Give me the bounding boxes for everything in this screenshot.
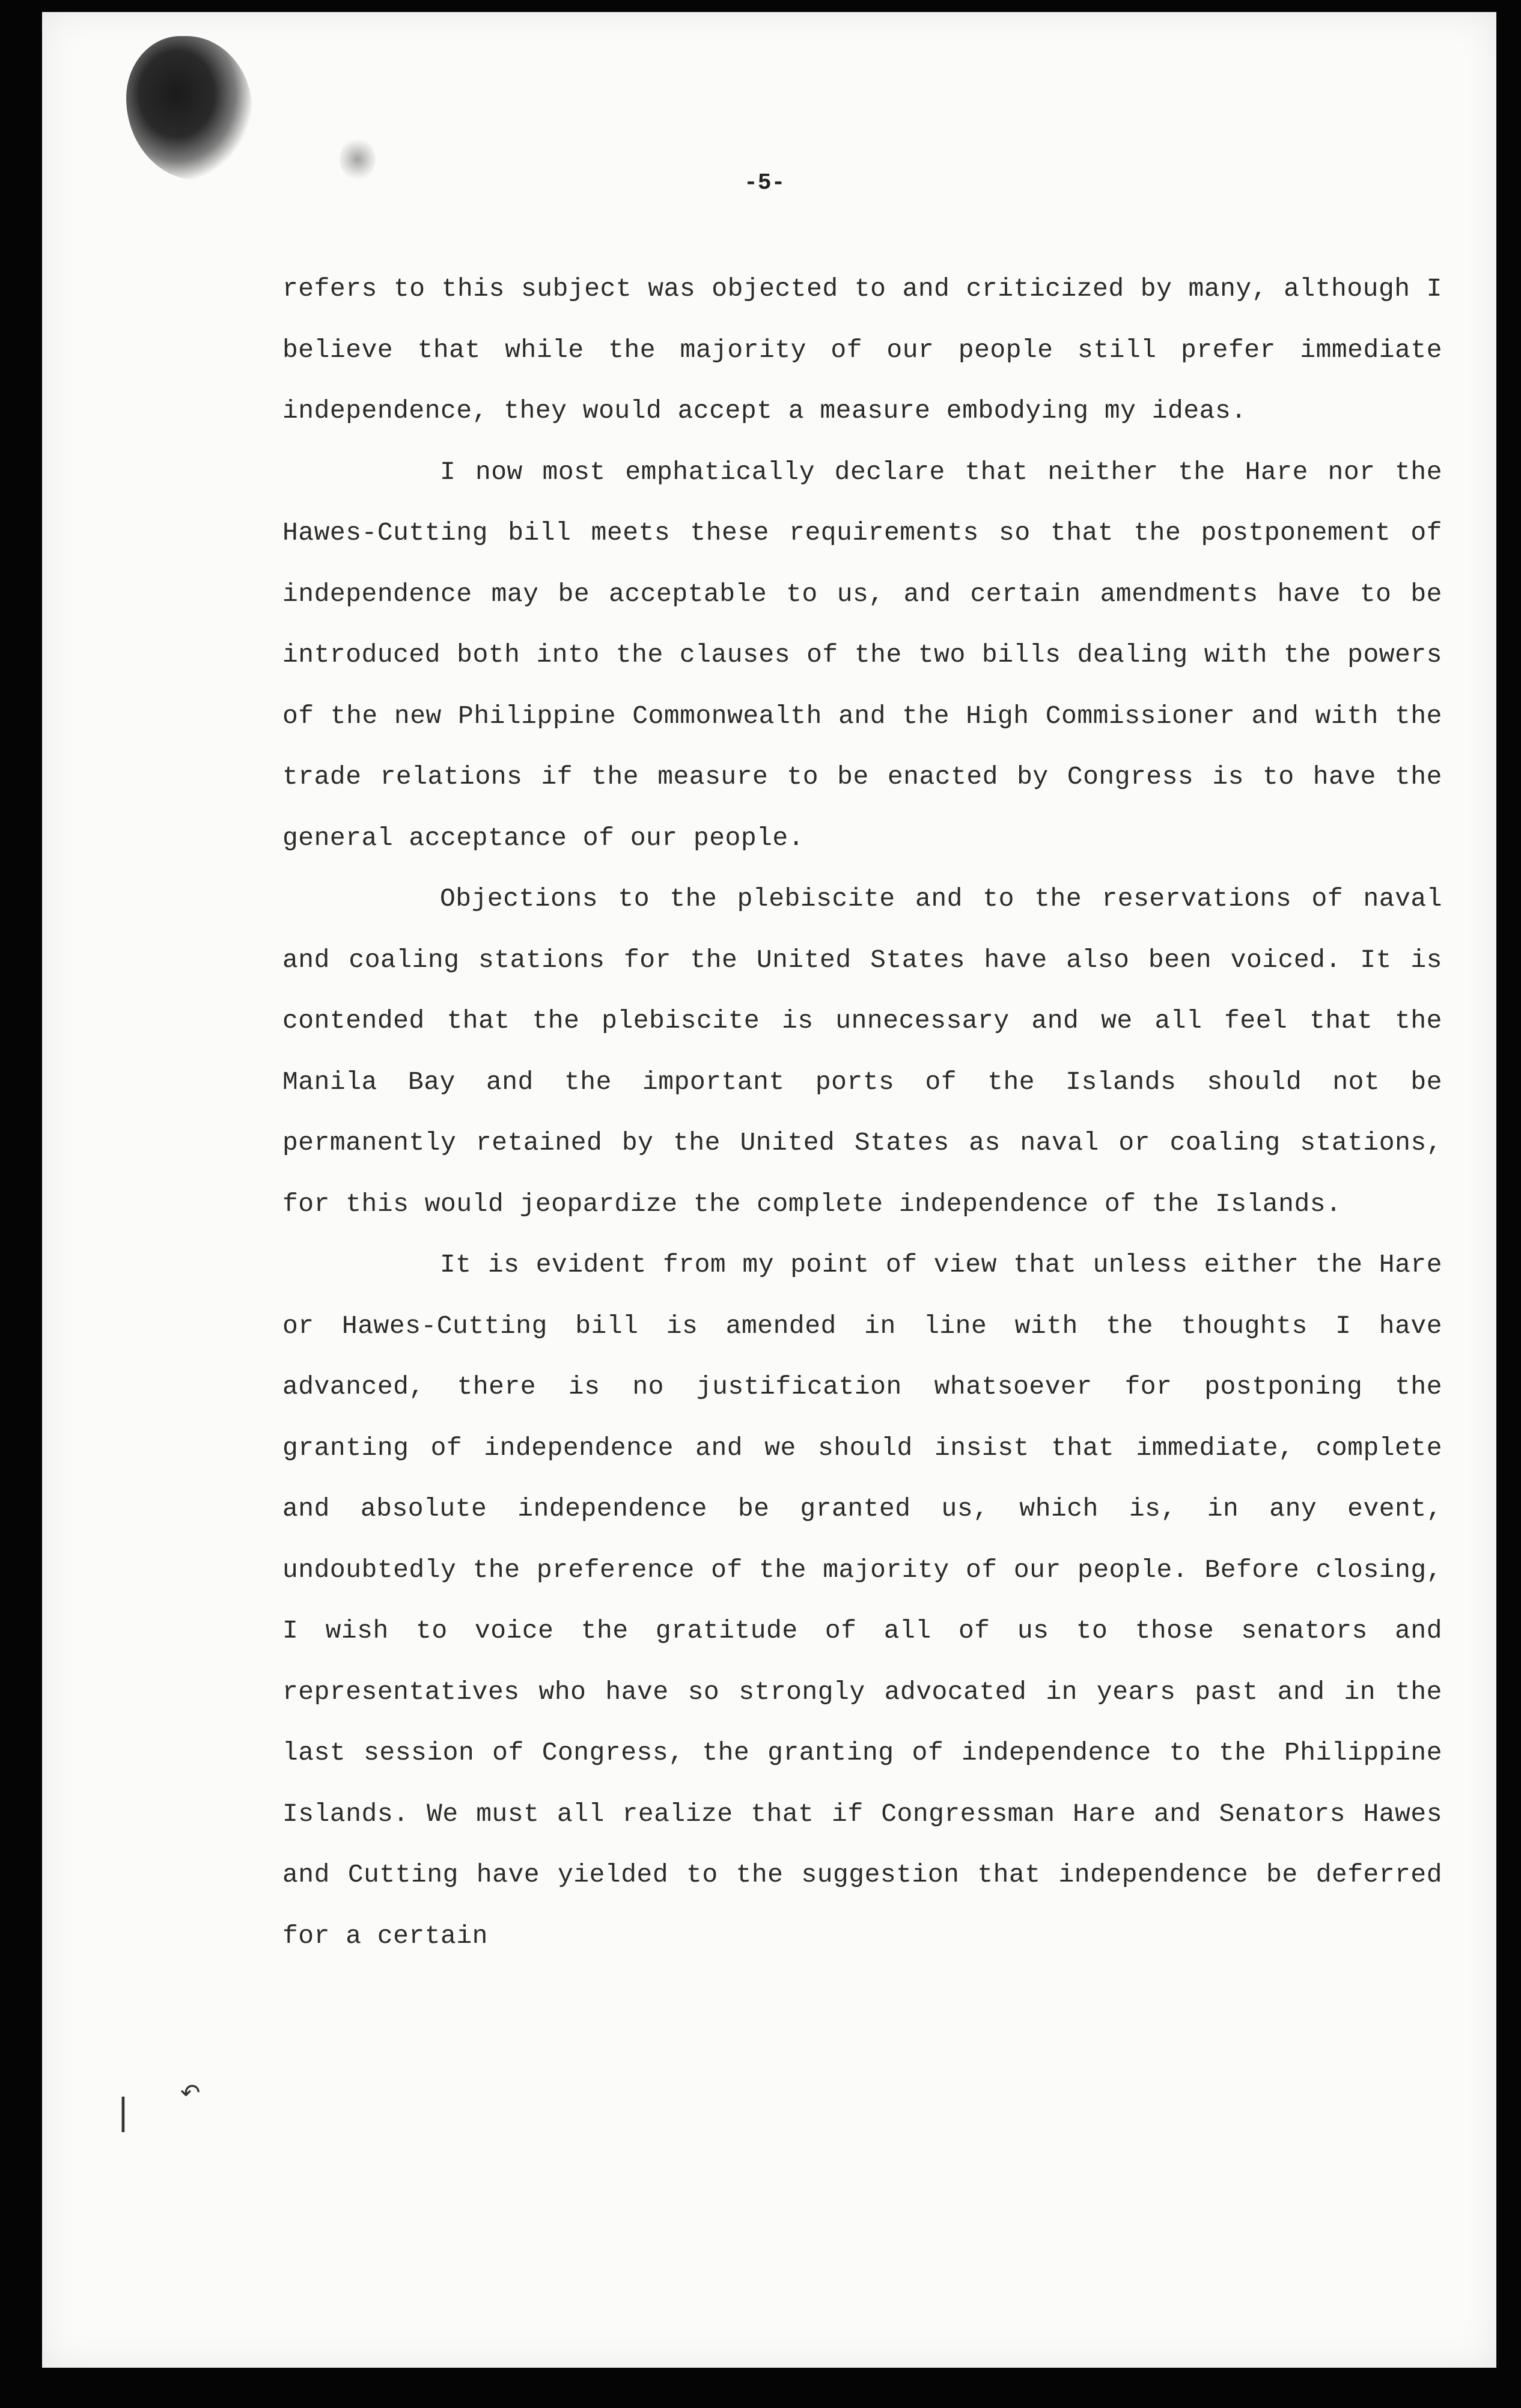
margin-tick: ∣	[114, 2091, 132, 2133]
paragraph-1: refers to this subject was objected to and criticized by many, although I believe that while the majority of our people still prefer immediate independence, they would accept a measure embodying my ideas.	[282, 274, 1442, 425]
paragraph-3: Objections to the plebiscite and to the reservations of naval and coaling stations for the United States have also been voiced. It is contended that the plebiscite is unnecessary and we all feel that the Manila Bay and the important ports of the Islands should not be permanently retained by the United States as naval or coaling stations, for this would jeopardize the complete independence of the Islands.	[282, 884, 1442, 1219]
paragraph-4: It is evident from my point of view that unless either the Hare or Hawes-Cutting bill is amended in line with the thoughts I have advanced, there is no justification whatsoever for postponing the granting of independence and we should insist that immediate, complete and absolute independence be granted us, which is, in any event, undoubtedly the preference of the majority of our people. Before closing, I wish to voice the gratitude of all of us to those senators and representatives who have so strongly advocated in years past and in the last session of Congress, the granting of independence to the Philippine Islands. We must all realize that if Congressman Hare and Senators Hawes and Cutting have yielded to the suggestion that independence be deferred for a certain	[282, 1250, 1442, 1951]
document-body	[282, 258, 1442, 1966]
paragraph-2: I now most emphatically declare that neither the Hare nor the Hawes-Cutting bill meets these requirements so that the postponement of independence may be acceptable to us, and certain amendments have to be introduced both into the clauses of the two bills dealing with the powers of the new Philippine Commonwealth and the High Commissioner and with the trade relations if the measure to be enacted by Congress is to have the general acceptance of our people.	[282, 457, 1442, 853]
page-number: -5-	[744, 170, 785, 196]
ink-blot	[126, 36, 252, 180]
margin-mark: ↶	[180, 2079, 201, 2107]
ink-smudge	[340, 138, 376, 180]
